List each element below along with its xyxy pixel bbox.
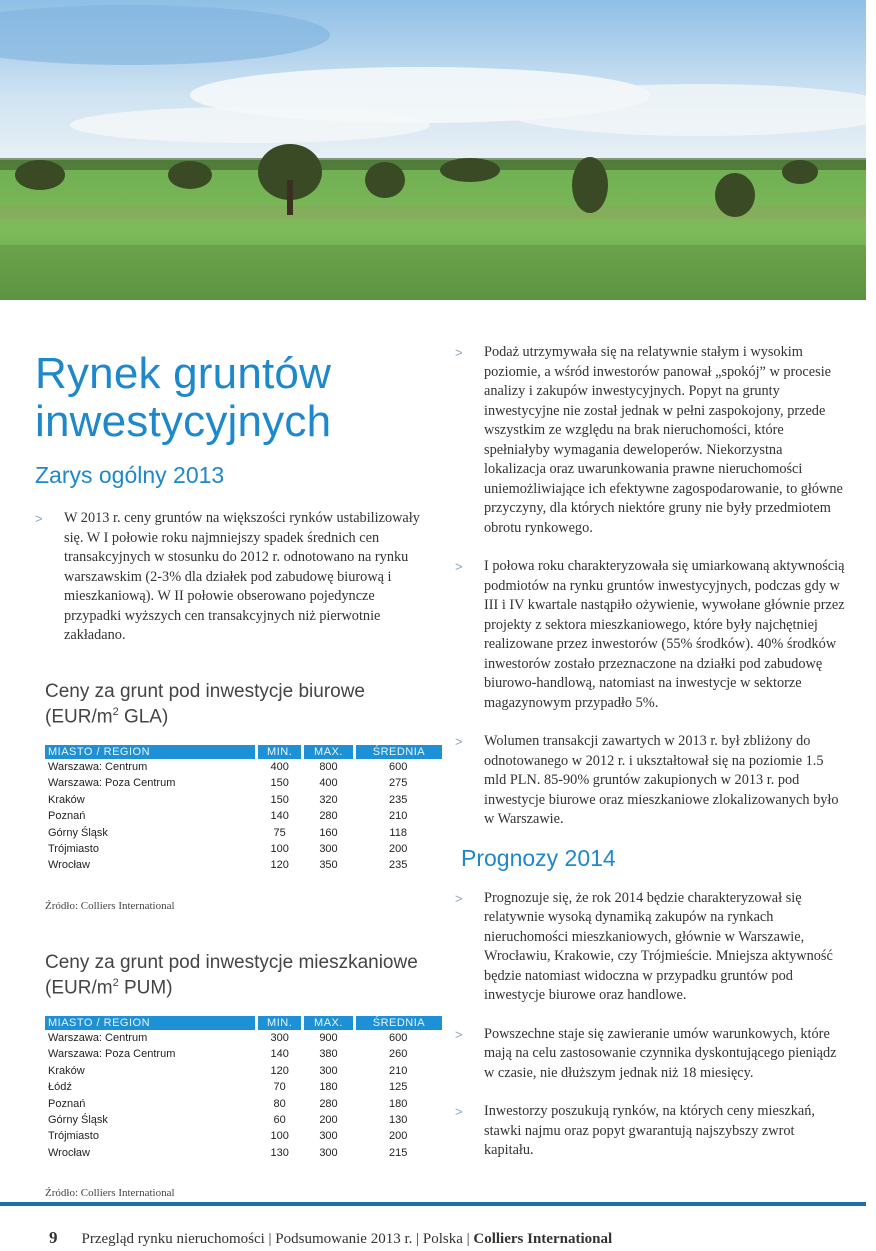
market-bullet-text: I połowa roku charakteryzowała się umiarkowaną aktywnością podmiotów na rynku gruntów inwestycyjnych, podczas gdy w III i IV kwartale nastąpiło ożywienie, wywołane głównie przez projekty z sektora mieszkaniowego, które były najchętniej realizowane przez inwestorów (55% środków). 40% środków inwestorów zostało przeznaczone na działki pod zabudowę biurowo-handlową, natomiast na inwestycje w sektorze magazynowym przypadło 5%. [484,558,845,711]
price-cell: 180 [389,1097,408,1110]
city-cell: Warszawa: Centrum [48,1032,148,1045]
price-cell: 130 [270,1146,289,1159]
price-cell: 900 [319,1032,338,1045]
table-row [45,1079,442,1095]
market-bullet [455,557,845,713]
column-header: MIN. [257,1016,303,1030]
price-cell: 100 [270,842,289,855]
table-row [45,1030,442,1046]
market-bullet-text: Wolumen transakcji zawartych w 2013 r. był zbliżony do odnotowanego w 2012 r. i ukształtował się na poziomie 1.5 mld PLN. 85-90% gruntów zakupionych w 2013 r. pod inwestycje biurowe oraz mieszkaniowe zlokalizowanych było w Warszawie. [484,733,839,827]
city-cell: Kraków [48,793,85,806]
city-cell: Łódź [48,1081,72,1094]
price-cell: 100 [270,1130,289,1143]
forecast-bullet-text: Inwestorzy poszukują rynków, na których ceny mieszkań, stawki najmu oraz popyt gwarantują najszybszy zwrot kapitału. [484,1103,815,1158]
table-row [45,1112,442,1128]
forecast-bullet-text: Prognozuje się, że rok 2014 będzie charakteryzował się relatywnie wysoką dynamiką zakupów na rynkach nieruchomości mieszkaniowych, głównie w Warszawie, Wrocławiu, Krakowie, czy Trójmieście. Mniejsza aktywność będzie natomiast widoczna w przypadku gruntów pod inwestycje biurowe oraz handlowe. [484,889,833,1003]
forecast-bullet-text: Powszechne staje się zawieranie umów warunkowych, które mają na celu zastosowanie czynnika dyskontującego pieniądz w czasie, nie dłuższym jednak niż 18 miesięcy. [484,1025,837,1081]
price-cell: 260 [389,1048,408,1061]
column-header: MAX. [303,745,355,759]
office-table-source: Źródło: Colliers International [45,899,175,912]
price-cell: 280 [319,810,338,823]
price-cell: 125 [389,1081,408,1094]
table-row [45,1145,442,1161]
price-cell: 80 [273,1097,286,1110]
column-header: ŚREDNIA [354,745,442,759]
forecast-bullet [455,1025,845,1084]
price-cell: 160 [319,826,338,839]
footer-divider [0,1202,866,1206]
table-header-row [45,1016,442,1030]
right-column [455,343,845,1180]
residential-price-table [45,1016,442,1161]
table-row [45,1128,442,1144]
page-footer [49,1228,612,1248]
city-cell: Wrocław [48,1146,90,1159]
left-column [35,350,435,1199]
price-cell: 380 [319,1048,338,1061]
city-cell: Warszawa: Poza Centrum [48,777,176,790]
price-cell: 215 [389,1146,408,1159]
price-cell: 275 [389,777,408,790]
forecast-heading: Prognozy 2014 [461,844,616,871]
bullet-marker: > [455,559,463,574]
table-row [45,1063,442,1079]
price-cell: 200 [389,1130,408,1143]
column-header: MIN. [257,745,303,759]
table-row [45,824,442,840]
overview-bullet [35,509,435,646]
price-cell: 320 [319,793,338,806]
price-cell: 400 [319,777,338,790]
market-bullet-text: Podaż utrzymywała się na relatywnie stałym i wysokim poziomie, a wśród inwestorów panował „spokój” w procesie analizy i zakupów inwestycyjnych. Popyt na grunty inwestycyjne nie został jednak w pełni zaspokojony, przede wszystkim ze względu na brak nieruchomości, które spełniałyby wymagania deweloperów. Niekorzystna lokalizacja oraz uwarunkowania prawne nieruchomości uniemożliwiające ich efektywne zagospodarowanie, to główne przyczyny, dla których niektóre gruny nie były przedmiotem obrotu rynkowego. [484,344,843,536]
table-row [45,792,442,808]
price-cell: 150 [270,777,289,790]
bullet-marker: > [455,1026,463,1042]
page-title: Rynek gruntów inwestycyjnych [35,349,332,446]
price-cell: 400 [270,761,289,774]
footer-text: Przegląd rynku nieruchomości | Podsumowanie 2013 r. | Polska | [81,1231,474,1247]
price-cell: 200 [319,1114,338,1127]
table-row [45,1095,442,1111]
residential-table-title: Ceny za grunt pod inwestycje mieszkaniowe ($EUR/m^2$ PUM) [45,951,418,998]
city-cell: Poznań [48,1097,86,1110]
price-cell: 300 [319,1130,338,1143]
price-cell: 140 [270,810,289,823]
city-cell: Kraków [48,1064,85,1077]
city-cell: Wrocław [48,859,90,872]
price-cell: 130 [389,1114,408,1127]
price-cell: 120 [270,859,289,872]
city-cell: Górny Śląsk [48,826,108,839]
column-header: MIASTO / REGION [45,745,257,759]
market-bullet [455,343,845,538]
price-cell: 235 [389,793,408,806]
column-header: MAX. [303,1016,355,1030]
price-cell: 70 [273,1081,286,1094]
price-cell: 350 [319,859,338,872]
office-table-title: Ceny za grunt pod inwestycje biurowe ($EUR/m^2$ GLA) [45,680,366,727]
forecast-bullet [455,889,845,1006]
price-cell: 280 [319,1097,338,1110]
footer-brand: Colliers International [473,1231,613,1247]
table-header-row [45,745,442,759]
price-cell: 800 [319,761,338,774]
forecast-bullet [455,1102,845,1161]
table-row [45,857,442,873]
table-row [45,808,442,824]
table-row [45,841,442,857]
price-cell: 235 [389,859,408,872]
price-cell: 210 [389,1064,408,1077]
overview-heading: Zarys ogólny 2013 [35,462,225,488]
overview-bullet-text: W 2013 r. ceny gruntów na większości rynków ustabilizowały się. W I połowie roku najmniejszy spadek średnich cen transakcyjnych w stosunku do 2012 r. odnotowano na rynku warszawskim (2-3% dla działek pod zabudowę biurową i mieszkaniową). W II połowie obserowano pojedyncze przypadki wyższych cen transakcyjnych niż pierwotnie zakładano. [64,510,420,643]
price-cell: 300 [319,842,338,855]
table-row [45,775,442,791]
market-bullet [455,732,845,830]
price-cell: 300 [319,1064,338,1077]
price-cell: 600 [389,761,408,774]
office-price-table [45,745,442,874]
price-cell: 200 [389,842,408,855]
bullet-marker: > [35,511,43,526]
price-cell: 120 [270,1064,289,1077]
price-cell: 300 [270,1032,289,1045]
city-cell: Warszawa: Centrum [48,761,148,774]
price-cell: 60 [273,1114,286,1127]
price-cell: 300 [319,1146,338,1159]
city-cell: Warszawa: Poza Centrum [48,1048,176,1061]
bullet-marker: > [455,345,463,360]
page-number: 9 [49,1228,58,1247]
city-cell: Poznań [48,810,86,823]
city-cell: Trójmiasto [48,842,99,855]
table-row [45,759,442,775]
price-cell: 140 [270,1048,289,1061]
bullet-marker: > [455,890,463,906]
column-header: MIASTO / REGION [45,1016,257,1030]
city-cell: Trójmiasto [48,1130,99,1143]
residential-table-source: Źródło: Colliers International [45,1187,175,1200]
price-cell: 600 [389,1032,408,1045]
city-cell: Górny Śląsk [48,1114,108,1127]
price-cell: 118 [389,826,407,839]
price-cell: 150 [270,793,289,806]
price-cell: 75 [273,826,286,839]
table-row [45,1046,442,1062]
bullet-marker: > [455,734,463,749]
bullet-marker: > [455,1104,463,1119]
price-cell: 210 [389,810,408,823]
column-header: ŚREDNIA [354,1016,442,1030]
hero-landscape-image [0,0,866,300]
price-cell: 180 [319,1081,338,1094]
